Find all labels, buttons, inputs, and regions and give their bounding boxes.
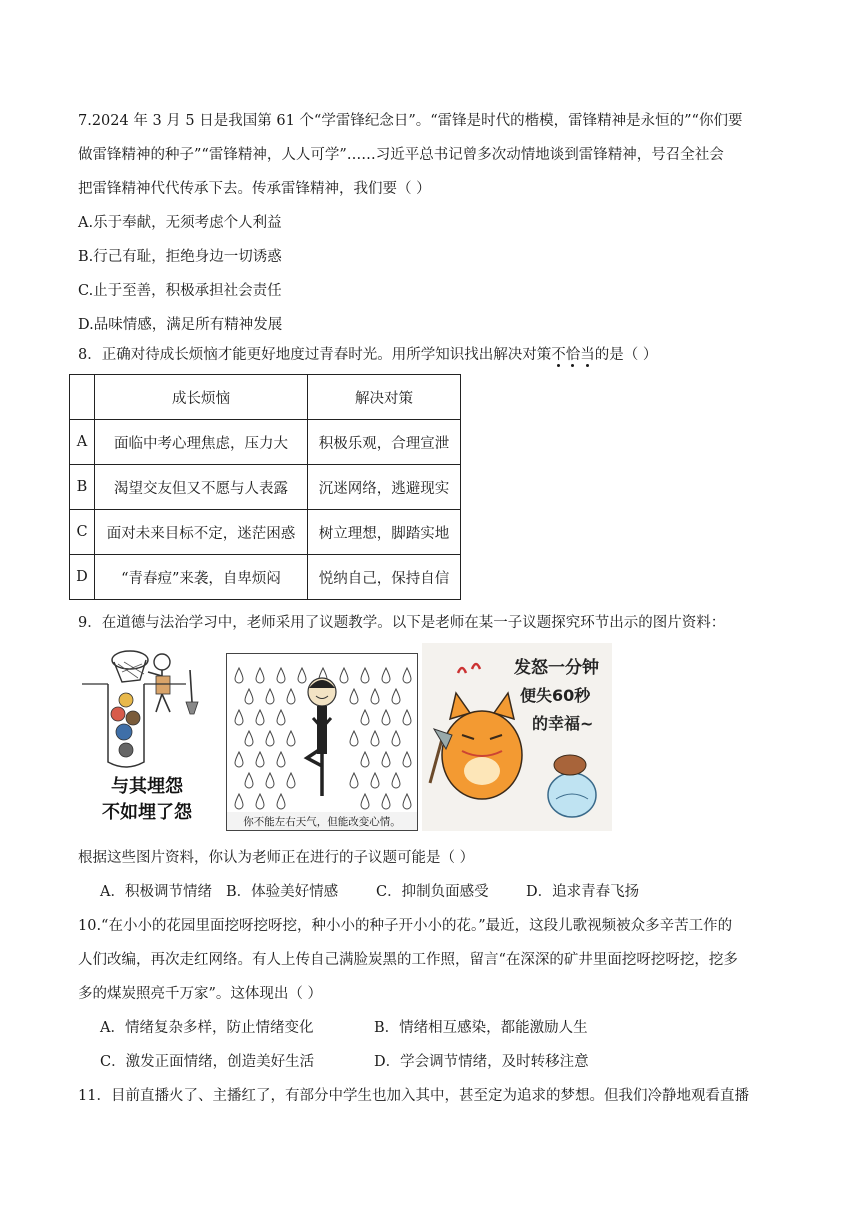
q8-stem-text: 8．正确对待成长烦恼才能更好地度过青春时光。用所学知识找出解决对策: [78, 347, 552, 363]
q7-stem-line-3: 把雷锋精神代代传承下去。传承雷锋精神，我们要（ ）: [78, 181, 431, 197]
table-row: [70, 510, 461, 555]
table-cell: B: [70, 465, 95, 510]
q8-stem-tail: 的是（ ）: [594, 347, 658, 363]
cartoon-rain-caption: 你不能左右天气，但能改变心情。: [243, 816, 401, 828]
cartoon-cat-caption-line-3: 的幸福~: [532, 714, 594, 733]
table-cell: “青春痘”来袭，自卑烦闷: [95, 555, 308, 600]
q7-stem-line-2: 做雷锋精神的种子”“雷锋精神，人人可学”……习近平总书记曾多次动情地谈到雷锋精神，号召全社会: [78, 147, 724, 163]
table-cell: C: [70, 510, 95, 555]
q9-option-c: C．抑制负面感受: [376, 884, 489, 900]
table-cell: A: [70, 420, 95, 465]
q10-option-c: C．激发正面情绪，创造美好生活: [100, 1054, 315, 1070]
q10-option-b: B．情绪相互感染，都能激励人生: [374, 1020, 588, 1036]
cartoon-bury-complaints-image: [78, 642, 216, 828]
q10-stem-line-1: 10.“在小小的花园里面挖呀挖呀挖，种小小的种子开小小的花。”最近，这段儿歌视频被众多辛苦工作的: [78, 918, 733, 934]
table-header-cell: [70, 375, 95, 420]
q8-stem: [78, 345, 657, 365]
table-row: [70, 420, 461, 465]
cartoon-angry-cat-image: [422, 643, 612, 831]
q10-option-d: D．学会调节情绪，及时转移注意: [374, 1054, 589, 1070]
q10-options-row-1: [100, 1018, 588, 1038]
q9-option-a: A．积极调节情绪: [100, 884, 212, 900]
q8-emph-char-2: 恰: [565, 347, 581, 363]
q9-stem: 9．在道德与法治学习中，老师采用了议题教学。以下是老师在某一子议题探究环节出示的图片资料：: [78, 615, 726, 631]
table-cell: 积极乐观，合理宣泄: [308, 420, 461, 465]
q10-stem-line-2: 人们改编，再次走红网络。有人上传自己满脸炭黑的工作照，留言“在深深的矿井里面挖呀挖呀挖，挖多: [78, 952, 738, 968]
table-cell: D: [70, 555, 95, 600]
table-cell: 悦纳自己，保持自信: [308, 555, 461, 600]
cartoon-caption-line-2: 不如埋了怨: [102, 802, 192, 823]
q10-option-a: A．情绪复杂多样，防止情绪变化: [100, 1020, 314, 1036]
q7-option-a: A.乐于奉献，无须考虑个人利益: [78, 215, 282, 231]
cartoon-caption-line-1: 与其埋怨: [111, 776, 183, 797]
q11-stem-line-1: 11．目前直播火了、主播红了，有部分中学生也加入其中，甚至定为追求的梦想。但我们冷静地观看直播: [78, 1088, 749, 1104]
q9-options: [100, 882, 639, 902]
q7-option-d: D.品味情感，满足所有精神发展: [78, 317, 283, 333]
cartoon-angry-cat-drawing: [422, 643, 612, 831]
q7-option-b: B.行己有耻，拒绝身边一切诱惑: [78, 249, 282, 265]
table-header-row: [70, 375, 461, 420]
q8-emph-char-3: 当: [580, 347, 595, 363]
q8-table: [69, 374, 461, 600]
q10-options-row-2: [100, 1052, 589, 1072]
q7-stem-line-1: 7.2024 年 3 月 5 日是我国第 61 个“学雷锋纪念日”。“雷锋是时代的楷模，雷锋精神是永恒的”“你们要: [78, 113, 743, 129]
q8-emph-char-1: 不: [551, 347, 566, 363]
table-header-cell: 解决对策: [308, 375, 461, 420]
table-cell: 面临中考心理焦虑，压力大: [95, 420, 308, 465]
table-row: [70, 465, 461, 510]
q7-option-c: C.止于至善，积极承担社会责任: [78, 283, 282, 299]
cartoon-bury-complaints-drawing: [78, 642, 216, 828]
table-cell: 树立理想，脚踏实地: [308, 510, 461, 555]
table-row: [70, 555, 461, 600]
table-cell: 沉迷网络，逃避现实: [308, 465, 461, 510]
q10-stem-line-3: 多的煤炭照亮千万家”。这体现出（ ）: [78, 986, 323, 1002]
q9-option-d: D．追求青春飞扬: [526, 884, 640, 900]
cartoon-cat-caption-line-1: 发怒一分钟: [514, 658, 599, 678]
q9-question: 根据这些图片资料，你认为老师正在进行的子议题可能是（ ）: [78, 850, 475, 866]
q9-option-b: B．体验美好情感: [226, 884, 339, 900]
table-header-cell: 成长烦恼: [95, 375, 308, 420]
table-cell: 面对未来目标不定，迷茫困惑: [95, 510, 308, 555]
cartoon-rain-meditation-image: [226, 653, 418, 831]
cartoon-rain-meditation-drawing: [227, 654, 417, 830]
table-cell: 渴望交友但又不愿与人表露: [95, 465, 308, 510]
cartoon-cat-caption-line-2: 便失60秒: [520, 686, 591, 705]
